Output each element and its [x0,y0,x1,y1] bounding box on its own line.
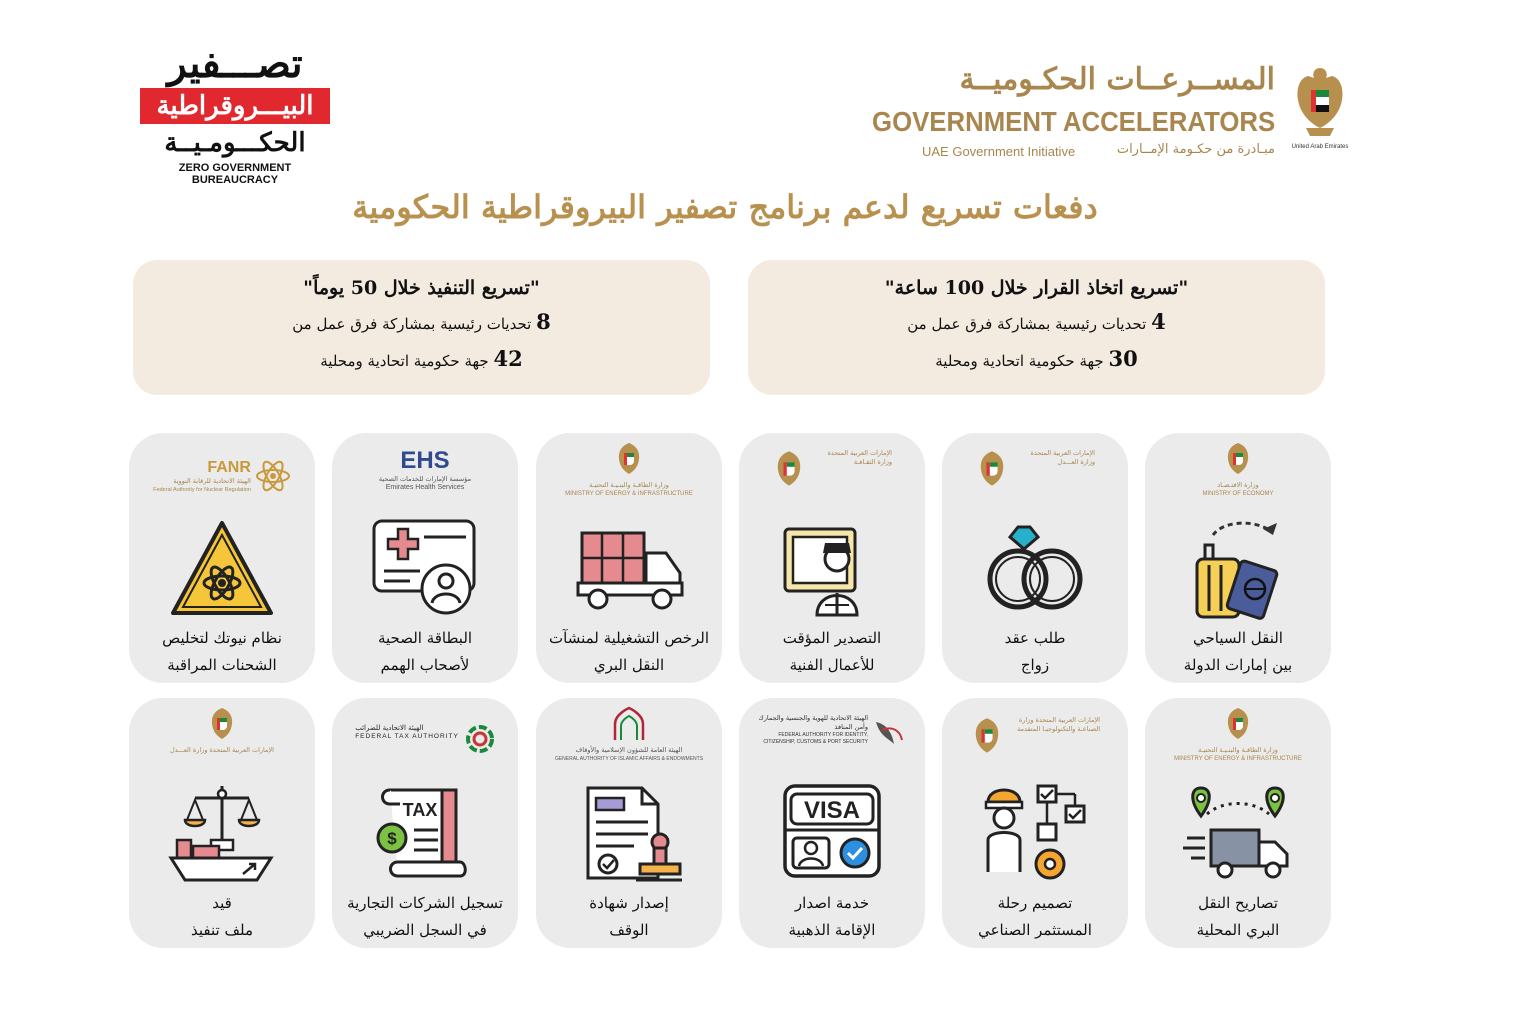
sprint-box-50-days [133,260,710,395]
service-label [135,890,309,944]
service-card-marriage-contract [942,433,1128,683]
org-name-ar: الإمارات العربية المتحدة وزارة الصناعـة والتكنولوجيـا المتقدمة [1017,716,1100,733]
org-name-ar: وزارة الطاقـة والبنـيـة التحتيـة [589,481,669,489]
service-card-golden-residency [739,698,925,948]
org-name-ar: مؤسسة الإمارات للخدمات الصحية [378,475,472,483]
org-logo [1155,706,1321,778]
org-name-ar: الإمارات العربية المتحدة وزارة العـــدل [170,746,274,754]
org-logo [749,706,915,786]
atom-icon [255,458,291,494]
service-label-line2: لأصحاب الهمم [380,656,470,674]
sprint-heading: "تسريع التنفيذ خلال 50 يوماً" [303,277,540,299]
svg-text:TAX: TAX [402,800,438,820]
ga-sub-arabic: مبـادرة من حكـومة الإمــارات [1116,142,1275,157]
org-name-ar: الهيئة الاتحادية للهوية والجنسية والجمارك وأمن المنافذ [758,714,868,731]
challenges-text: تحديات رئيسية بمشاركة فرق عمل من [907,315,1147,333]
sprint-heading: "تسريع اتخاذ القرار خلال 100 ساعة" [884,277,1189,299]
org-logo [139,706,305,778]
service-label [948,890,1122,944]
service-card-health-card [332,433,518,683]
uae-emblem-icon [207,706,237,742]
org-logo [342,441,508,513]
service-label-line1: البطاقة الصحية [377,629,473,647]
entities-text: جهة حكومية اتحادية ومحلية [935,352,1104,370]
uae-emblem-icon [970,716,1004,756]
tax-scroll-icon [370,780,480,890]
certificate-stamp-icon [574,780,684,890]
service-label-line1: نظام نيوتك لتخليص [162,629,282,647]
service-label [338,890,512,944]
org-name-en: FEDERAL AUTHORITY FOR IDENTITY, CITIZENSHIP, CUSTOMS & PORT SECURITY [763,732,868,745]
challenges-count: 4 [1151,309,1166,334]
service-card-artwork-export [739,433,925,683]
entities-count: 42 [493,346,523,371]
justice-ship-icon [167,780,277,890]
service-label-line2: البري المحلية [1196,921,1280,939]
cargo-truck-icon [574,515,684,625]
page-title: دفعات تسريع لدعم برنامج تصفير البيروقراطية الحكومية [352,188,1098,226]
service-card-local-transport-permits [1145,698,1331,948]
ga-sub-english: UAE Government Initiative [922,144,1076,159]
service-label [745,890,919,944]
org-name-en: Federal Authority for Nuclear Regulation [153,486,251,493]
service-label-line2: الشحنات المراقبة [167,656,277,674]
org-name-en: Emirates Health Services [385,484,465,491]
org-name-en: GENERAL AUTHORITY OF ISLAMIC AFFAIRS & ENDOWMENTS [554,756,704,762]
service-label-line2: ملف تنفيذ [191,921,253,939]
sprint-box-100-hours [748,260,1325,395]
service-label [1151,625,1325,679]
service-label [948,625,1122,679]
org-name-ar: وزارة الطاقـة والبنـيـة التحتيـة [1198,746,1278,754]
service-card-endowment-certificate [536,698,722,948]
svg-text:$: $ [387,829,397,848]
service-card-tax-registration [332,698,518,948]
entities-text: جهة حكومية اتحادية ومحلية [320,352,489,370]
service-label-line1: التصدير المؤقت [782,629,882,647]
org-name-en: MINISTRY OF ECONOMY [1202,491,1274,497]
sprint-entities [133,344,710,376]
challenges-count: 8 [536,309,551,334]
org-name-en: FEDERAL TAX AUTHORITY [355,733,459,740]
sprint-challenges [748,302,1325,344]
service-label-line1: إصدار شهادة [589,894,669,912]
service-label-line1: تصاريح النقل [1198,894,1278,912]
mosque-dome-icon [609,706,649,742]
uae-emblem-icon [1223,441,1253,477]
service-label-line1: الرخص التشغيلية لمنشآت [549,629,709,647]
ga-english: GOVERNMENT ACCELERATORS [871,106,1275,137]
zgb-line3: الحكـــومـيــة [164,128,306,158]
emblem-caption: United Arab Emirates [1291,144,1349,150]
service-label [135,625,309,679]
service-label-line1: خدمة اصدار [794,894,870,912]
service-label-line2: المستثمر الصناعي [978,921,1092,939]
org-name-ar: الإمارات العربية المتحدة وزارة الثقـافـة [827,449,892,466]
org-logo [952,706,1118,788]
service-label [1151,890,1325,944]
org-name-en: MINISTRY OF ENERGY & INFRASTRUCTURE [1174,756,1302,762]
service-label [745,625,919,679]
org-logo [952,441,1118,521]
fanr-logo-text: FANR [207,458,251,476]
service-label [338,625,512,679]
org-name-ar: الهيئة الاتحادية للضرائب [355,724,424,732]
service-label-line2: الوقف [609,921,649,939]
sprint-entities [748,344,1325,376]
service-card-execution-file [129,698,315,948]
ga-arabic: المســرعــات الحكـوميــة [959,62,1275,97]
service-label-line2: زواج [1020,656,1050,674]
org-logo [139,451,305,501]
truck-route-icon [1183,780,1293,890]
service-label-line1: طلب عقد [1004,629,1066,647]
industrial-engineer-icon [980,780,1090,890]
service-label [542,625,716,679]
service-card-industrial-investor [942,698,1128,948]
ehs-logo-text: EHS [400,447,450,474]
org-name-ar: الإمارات العربية المتحدة وزارة العـــدل [1030,449,1095,466]
zero-bureaucracy-logo [135,40,335,186]
falcon-logo-icon [872,714,906,748]
entities-count: 30 [1108,346,1138,371]
service-label-line2: للأعمال الفنية [789,656,875,674]
uae-emblem [1290,64,1350,154]
falcon-emblem-icon [1292,64,1348,140]
svg-text:VISA: VISA [803,797,861,824]
service-card-transport-licenses [536,433,722,683]
service-card-nutech [129,433,315,683]
service-card-tourist-transport [1145,433,1331,683]
zgb-english: ZERO GOVERNMENT BUREAUCRACY [178,162,292,186]
service-label-line1: تصميم رحلة [997,894,1073,912]
service-label-line2: الإقامة الذهبية [788,921,876,939]
service-label-line2: النقل البري [593,656,665,674]
uae-emblem-icon [614,441,644,477]
service-label-line1: النقل السياحي [1193,629,1283,647]
uae-emblem-icon [1223,706,1253,742]
radiation-warning-icon [167,515,277,625]
service-label-line1: قيد [212,894,232,912]
org-name-en: MINISTRY OF ENERGY & INFRASTRUCTURE [565,491,693,497]
org-logo [1155,441,1321,513]
zgb-line2: البيـــروقراطية [140,88,330,124]
service-label [542,890,716,944]
service-label-line1: تسجيل الشركات التجارية [347,894,503,912]
service-label-line2: في السجل الضريبي [363,921,487,939]
challenges-text: تحديات رئيسية بمشاركة فرق عمل من [292,315,532,333]
org-name-ar: وزارة الاقتـصـاد [1217,481,1259,489]
org-logo [546,441,712,513]
org-name-ar: الهيئة الاتحادية للرقابة النووية [173,476,251,485]
org-name-ar: الهيئة العامة للشؤون الإسلامية والأوقاف [575,746,683,754]
sprint-challenges [133,302,710,344]
uae-emblem-icon [975,449,1009,489]
org-logo [749,441,915,521]
fta-logo-icon [465,724,495,754]
service-label-line2: بين إمارات الدولة [1183,656,1293,674]
luggage-passport-icon [1183,515,1293,625]
visa-card-icon [777,780,887,890]
government-accelerators-logo [871,62,1350,172]
zgb-line1: تصـــفير [167,40,303,87]
org-logo [546,706,712,778]
uae-emblem-icon [772,449,806,489]
health-card-icon [370,515,480,625]
artwork-customs-icon [777,515,887,625]
wedding-rings-icon [980,515,1090,625]
